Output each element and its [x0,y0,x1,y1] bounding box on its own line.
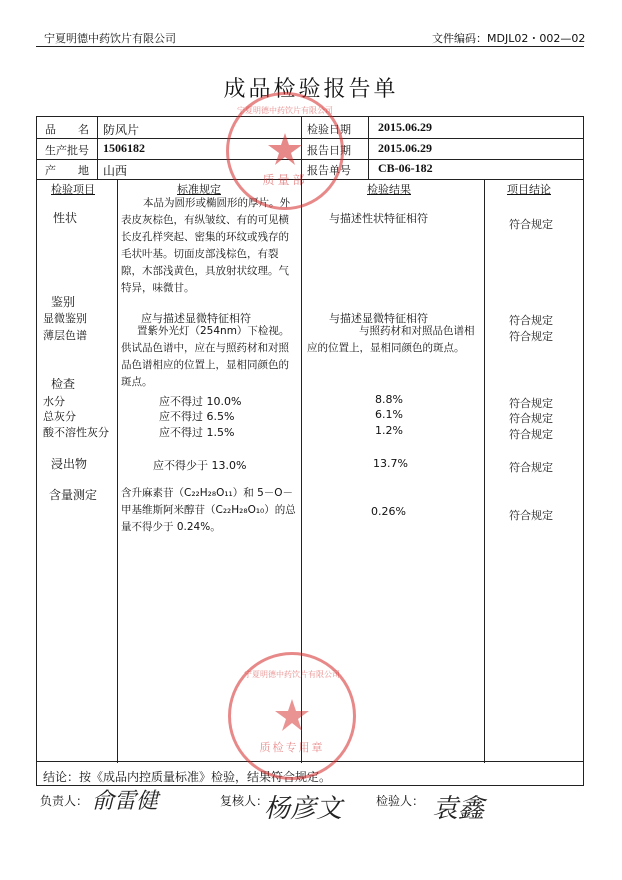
inspector-label: 检验人： [376,794,425,808]
reviewer-signature: 杨彦文 [264,794,343,824]
assay-result: 0.26% [371,505,406,518]
seal-bottom-sub: 质检专用章 [259,741,325,754]
acid-ash-result: 1.2% [375,424,403,437]
report-date-value: 2015.06.29 [378,141,432,155]
batch-value: 1506182 [103,141,145,155]
responsible-label: 负责人： [40,794,89,808]
acid-ash-standard: 应不得过 1.5% [159,426,235,439]
col-conclusion: 项目结论 [507,183,551,196]
assay-standard: 含升麻素苷（C₂₂H₂₈O₁₁）和 5－O－甲基维斯阿米醇苷（C₂₂H₂₈O₁₀）的总量不得少于 0.24%。 [121,487,296,533]
name-label: 品 名 [45,123,89,136]
name-value: 防风片 [103,123,140,137]
assay-conclusion: 符合规定 [509,509,553,522]
ash-result: 6.1% [375,408,403,421]
tlc-result: 与照药材和对照品色谱相应的位置上，显相同颜色的斑点。 [307,325,475,354]
reviewer-label: 复核人： [220,794,269,808]
report-date-label: 报告日期 [307,144,351,157]
report-title: 成品检验报告单 [223,77,399,102]
ash-conclusion: 符合规定 [509,412,553,425]
assay-item: 含量测定 [49,488,98,502]
conclusion-line: 结论：按《成品内控质量标准》检验，结果符合规定。 [36,762,584,786]
micro-result: 与描述显微特征相符 [329,312,428,325]
ash-item: 总灰分 [43,410,76,423]
seal-top-sub: 质量部 [262,173,308,187]
micro-standard: 应与描述显微特征相符 [141,312,251,325]
qc-seal [228,652,356,780]
inspector-signature: 袁鑫 [432,794,485,824]
extract-item: 浸出物 [51,457,88,471]
origin-label: 产 地 [45,164,89,177]
tlc-item: 薄层色谱 [43,329,87,342]
batch-label: 生产批号 [45,144,89,157]
document-code: 文件编码：MDJL02・002—02 [432,32,586,45]
report-no-value: CB-06-182 [378,161,433,175]
extract-conclusion: 符合规定 [509,461,553,474]
col-result: 检验结果 [367,183,411,196]
traits-standard: 本品为圆形或椭圆形的厚片。外表皮灰棕色，有纵皱纹、有的可见横长皮孔样突起、密集的环纹或残存的毛状叶基。切面皮部浅棕色，有裂隙，木部浅黄色，具放射状纹理。气特异，味微甘。 [121,197,290,294]
seal-bottom-text: 宁夏明德中药饮片有限公司 [244,670,340,679]
traits-conclusion: 符合规定 [509,218,553,231]
micro-item: 显微鉴别 [43,312,87,325]
check-heading: 检查 [51,377,76,391]
responsible-signature: 俞雷健 [92,789,159,814]
col-standard: 标准规定 [177,183,221,196]
water-result: 8.8% [375,393,403,406]
origin-value: 山西 [103,164,128,178]
identify-heading: 鉴别 [51,295,76,309]
company-name: 宁夏明德中药饮片有限公司 [44,32,176,45]
seal-top-text: 宁夏明德中药饮片有限公司 [237,106,333,115]
quality-department-seal [226,92,344,210]
extract-standard: 应不得少于 13.0% [153,459,247,472]
water-item: 水分 [43,395,65,408]
inspect-date-value: 2015.06.29 [378,120,432,134]
col-item: 检验项目 [51,183,95,196]
micro-conclusion: 符合规定 [509,314,553,327]
water-conclusion: 符合规定 [509,397,553,410]
water-standard: 应不得过 10.0% [159,395,242,408]
header-divider [36,46,584,47]
traits-item: 性状 [53,211,78,225]
extract-result: 13.7% [373,457,408,470]
inspect-date-label: 检验日期 [307,123,351,136]
acid-ash-conclusion: 符合规定 [509,428,553,441]
tlc-conclusion: 符合规定 [509,330,553,343]
report-no-label: 报告单号 [307,164,351,177]
traits-result: 与描述性状特征相符 [329,212,428,225]
ash-standard: 应不得过 6.5% [159,410,235,423]
acid-ash-item: 酸不溶性灰分 [43,426,109,439]
tlc-standard: 置紫外光灯（254nm）下检视。供试品色谱中，应在与照药材和对照品色谱相应的位置上，显相同颜色的斑点。 [121,325,290,388]
